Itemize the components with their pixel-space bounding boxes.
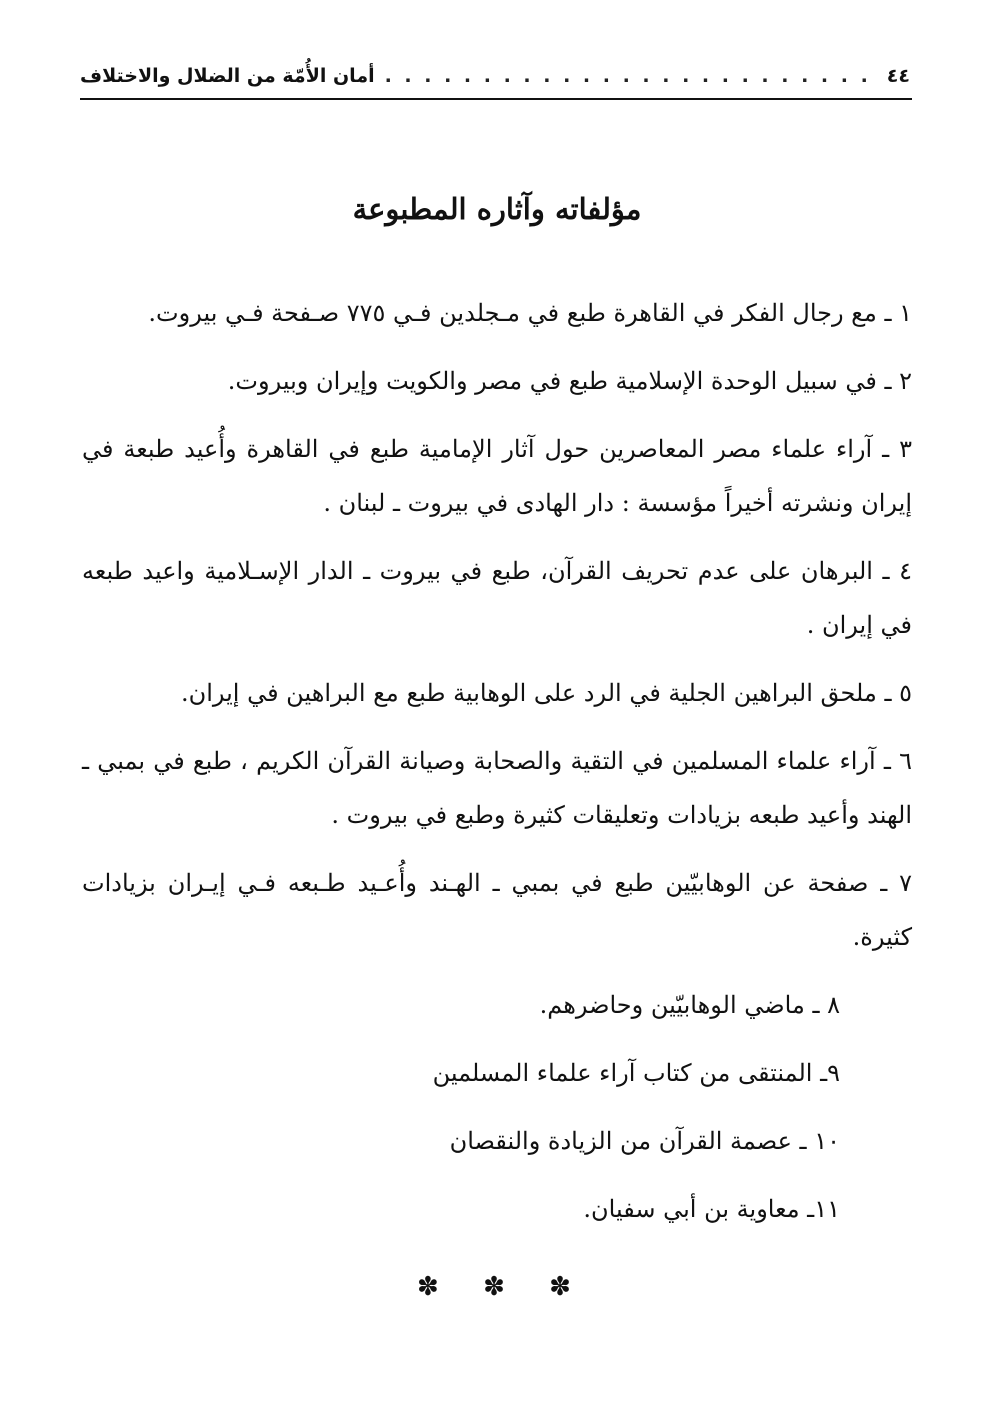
list-item: ٢ ـ في سبيل الوحدة الإسلامية طبع في مصر والكويت وإيران وبيروت. xyxy=(227,367,912,395)
asterism-icon: ✽ xyxy=(549,1272,577,1302)
works-list xyxy=(82,286,912,1250)
page-header xyxy=(80,58,910,94)
asterism-icon: ✽ xyxy=(483,1272,511,1302)
running-title: أمان الأُمّة من الضلال والاختلاف xyxy=(80,65,375,87)
list-item: ٨ ـ ماضي الوهابيّين وحاضرهم. xyxy=(539,991,840,1019)
page-number: ٤٤ xyxy=(886,65,910,87)
header-rule xyxy=(80,98,912,100)
header-leader-dots xyxy=(385,65,877,87)
list-item: ١٠ ـ عصمة القرآن من الزيادة والنقصان xyxy=(449,1127,840,1155)
list-item: ٧ ـ صفحة عن الوهابيّين طبع في بمبي ـ الهـند وأُعـيد طـبعه فـي إيـران بزيادات كثيرة. xyxy=(82,869,912,951)
list-item: ٦ ـ آراء علماء المسلمين في التقية والصحابة وصيانة القرآن الكريم ، طبع في بمبي ـ الهند وأعيد طبعه بزيادات وتعليقات كثيرة وطبع في بيروت . xyxy=(82,747,912,829)
list-item: ١ ـ مع رجال الفكر في القاهرة طبع في مـجلدين فـي ٧٧٥ صـفحة فـي بيروت. xyxy=(148,299,912,327)
list-item: ١١ـ معاوية بن أبي سفيان. xyxy=(583,1195,840,1223)
list-item: ٩ـ المنتقى من كتاب آراء علماء المسلمين xyxy=(432,1059,840,1087)
asterism-icon: ✽ xyxy=(417,1272,445,1302)
list-item: ٣ ـ آراء علماء مصر المعاصرين حول آثار الإمامية طبع في القاهرة وأُعيد طبعة في إيران ونشرته أخيراً مؤسسة : دار الهادى في بيروت ـ لبنان . xyxy=(82,435,912,517)
list-item: ٥ ـ ملحق البراهين الجلية في الرد على الوهابية طبع مع البراهين في إيران. xyxy=(180,679,912,707)
section-title: مؤلفاته وآثاره المطبوعة xyxy=(352,192,642,226)
list-item: ٤ ـ البرهان على عدم تحريف القرآن، طبع في بيروت ـ الدار الإسـلامية واعيد طبعه في إيران . xyxy=(82,557,912,639)
section-end-ornament xyxy=(0,1272,994,1302)
